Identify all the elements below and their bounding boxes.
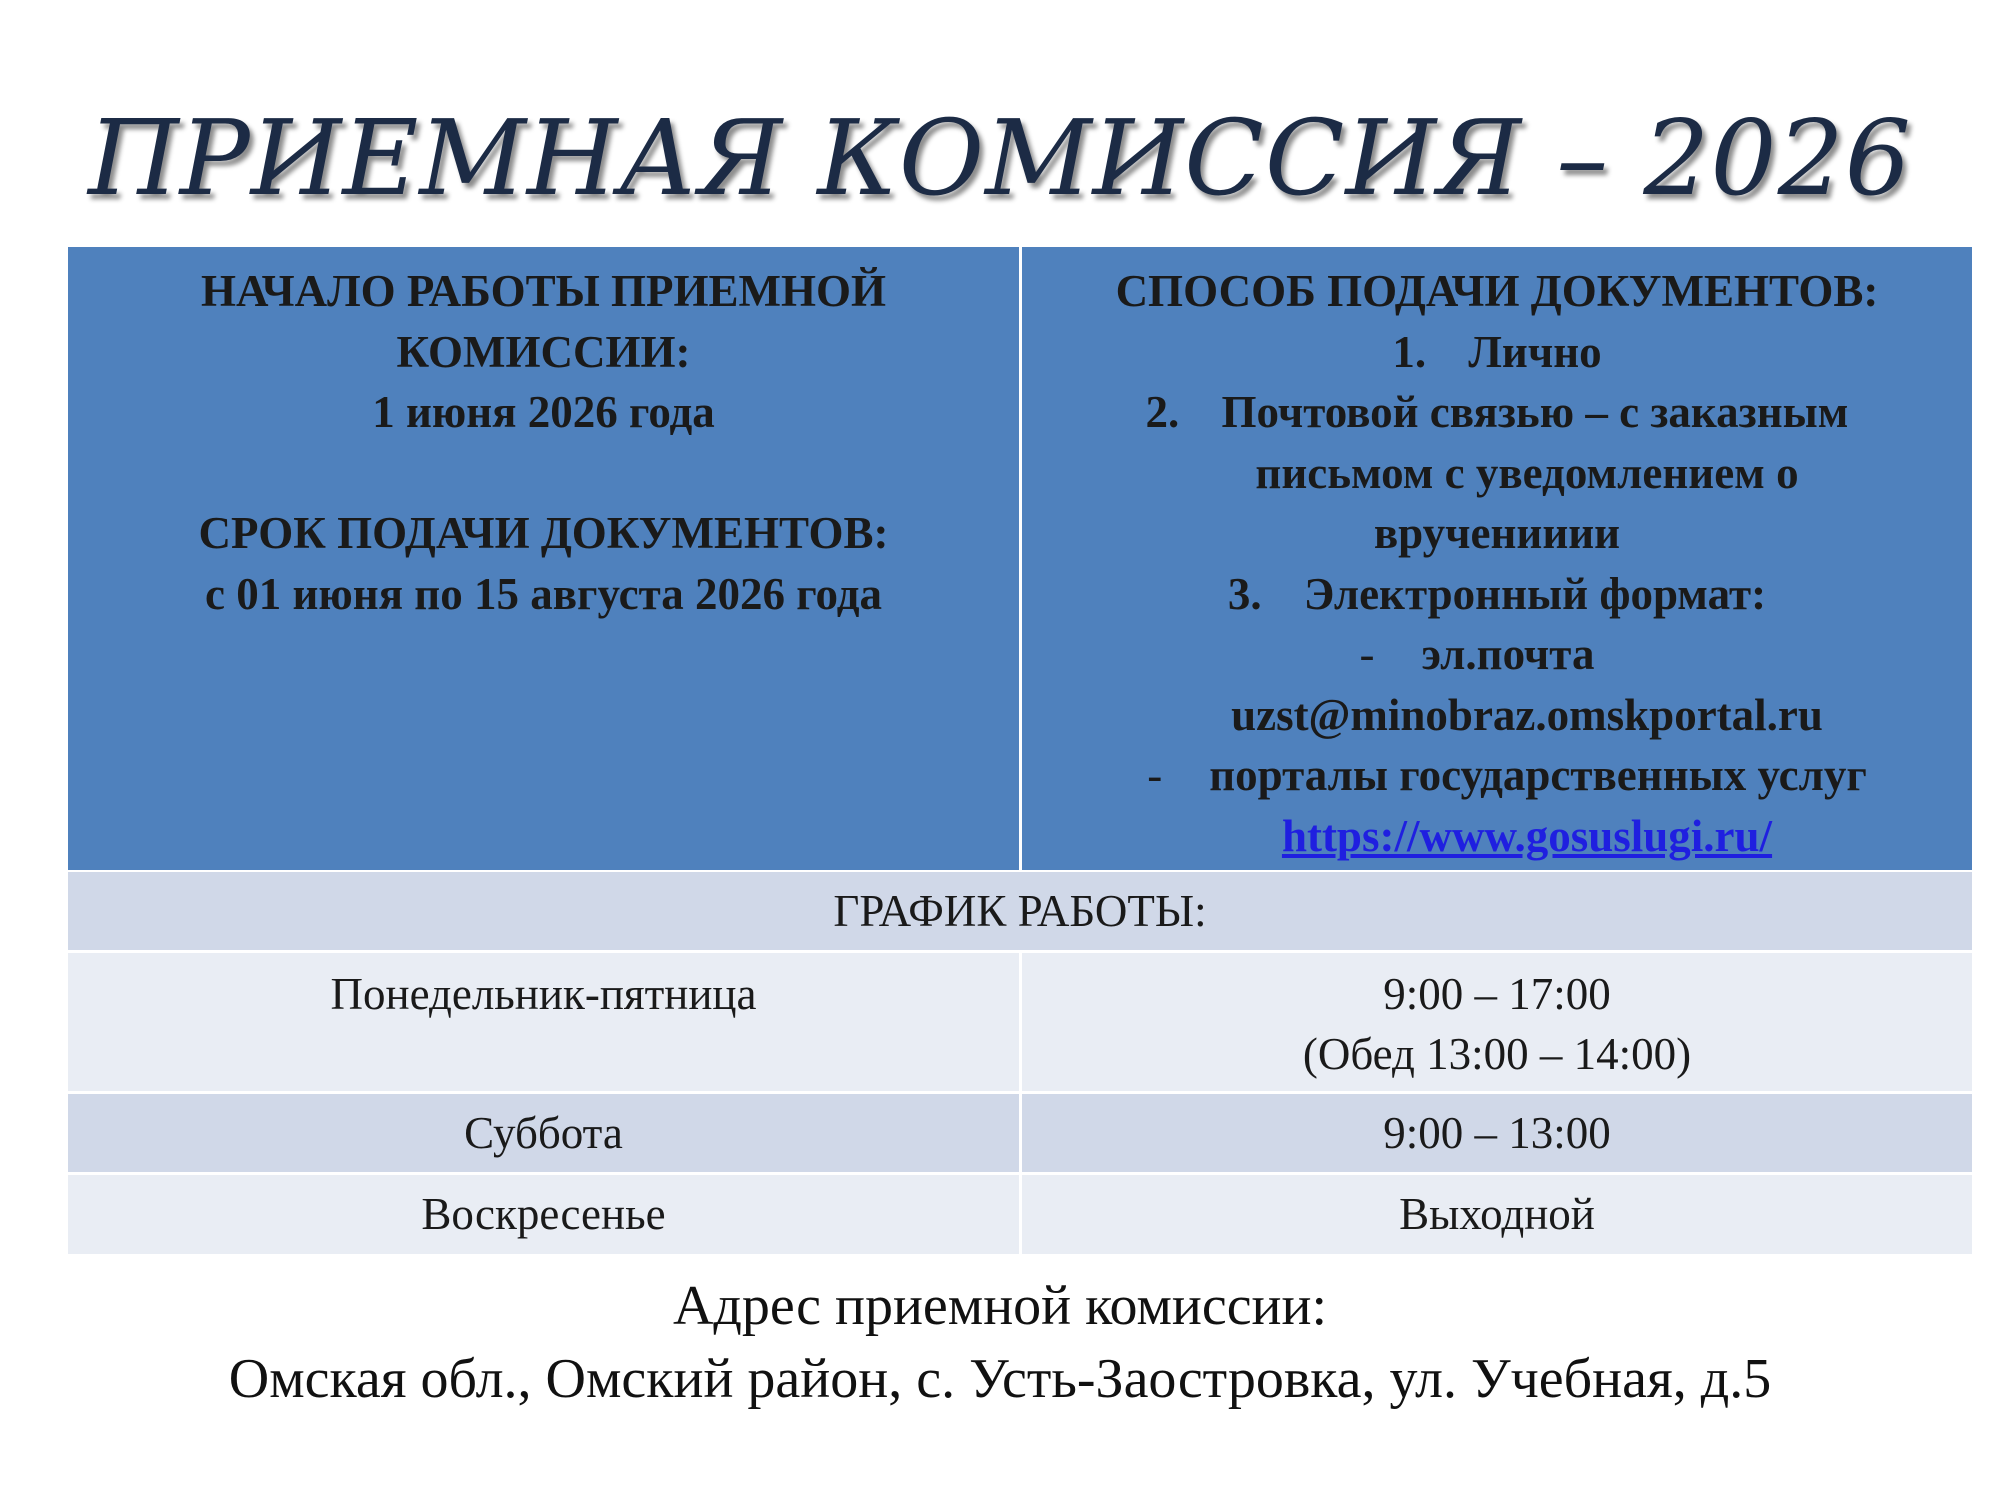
method-item-electronic: [1042, 564, 1952, 625]
start-info-cell: [68, 247, 1019, 870]
item-number: 3.: [1227, 568, 1262, 619]
start-date: 1 июня 2026 года: [372, 387, 715, 437]
submission-heading: СПОСОБ ПОДАЧИ ДОКУМЕНТОВ:: [1115, 266, 1879, 316]
method-item-post-line-2: письмом с уведомлением о: [1255, 447, 1799, 498]
method-item-post-line-3: врученииии: [1373, 508, 1621, 558]
portal-label-line: [1042, 745, 1952, 806]
email-label: эл.почта: [1421, 629, 1595, 679]
schedule-day: Понедельник-пятница: [68, 953, 1019, 1091]
gosuslugi-link[interactable]: https://www.gosuslugi.ru/: [1281, 810, 1773, 861]
method-label: Электронный формат:: [1303, 568, 1767, 619]
table-row: [68, 1094, 1972, 1172]
schedule-heading-row: [68, 872, 1972, 950]
page-title: ПРИЕМНАЯ КОМИССИЯ – 2026: [88, 97, 1912, 219]
address-value: Омская обл., Омский район, с. Усть-Заостровка, ул. Учебная, д.5: [228, 1348, 1772, 1410]
method-label: Лично: [1468, 326, 1602, 377]
portal-label: порталы государственных услуг: [1209, 750, 1867, 800]
method-item-post: [1042, 382, 1952, 443]
spacer: [98, 443, 989, 504]
schedule-time: 9:00 – 13:00: [1022, 1094, 1972, 1172]
info-table: [68, 247, 1972, 870]
dash-bullet: -: [1359, 629, 1375, 679]
email-label-line: [1042, 624, 1952, 685]
schedule-time: Выходной: [1022, 1175, 1972, 1254]
schedule-time: 9:00 – 17:00: [1383, 969, 1611, 1019]
schedule-time-cell: [1022, 953, 1972, 1091]
schedule-day: Воскресенье: [68, 1175, 1019, 1254]
table-row: [68, 1175, 1972, 1254]
method-item-in-person: [1042, 322, 1952, 383]
item-number: 2.: [1145, 387, 1180, 437]
item-number: 1.: [1392, 326, 1427, 377]
deadline-heading: СРОК ПОДАЧИ ДОКУМЕНТОВ:: [198, 508, 889, 558]
submission-methods-cell: [1022, 247, 1972, 870]
start-heading-line-2: КОМИССИИ:: [396, 326, 691, 377]
schedule-lunch-note: (Обед 13:00 – 14:00): [1302, 1029, 1692, 1079]
table-row: [68, 953, 1972, 1091]
dash-bullet: -: [1147, 750, 1163, 800]
deadline-dates: с 01 июня по 15 августа 2026 года: [205, 568, 882, 619]
address-block: [0, 1270, 2000, 1416]
schedule-heading: ГРАФИК РАБОТЫ:: [68, 872, 1972, 950]
schedule-day: Суббота: [68, 1094, 1019, 1172]
method-label: Почтовой связью – с заказным: [1221, 387, 1849, 437]
schedule-table: [68, 872, 1972, 1254]
portal-link-line: [1042, 806, 1952, 867]
email-address[interactable]: uzst@minobraz.omskportal.ru: [1231, 689, 1823, 740]
start-heading-line-1: НАЧАЛО РАБОТЫ ПРИЕМНОЙ: [200, 266, 887, 316]
address-label: Адрес приемной комиссии:: [672, 1275, 1328, 1337]
